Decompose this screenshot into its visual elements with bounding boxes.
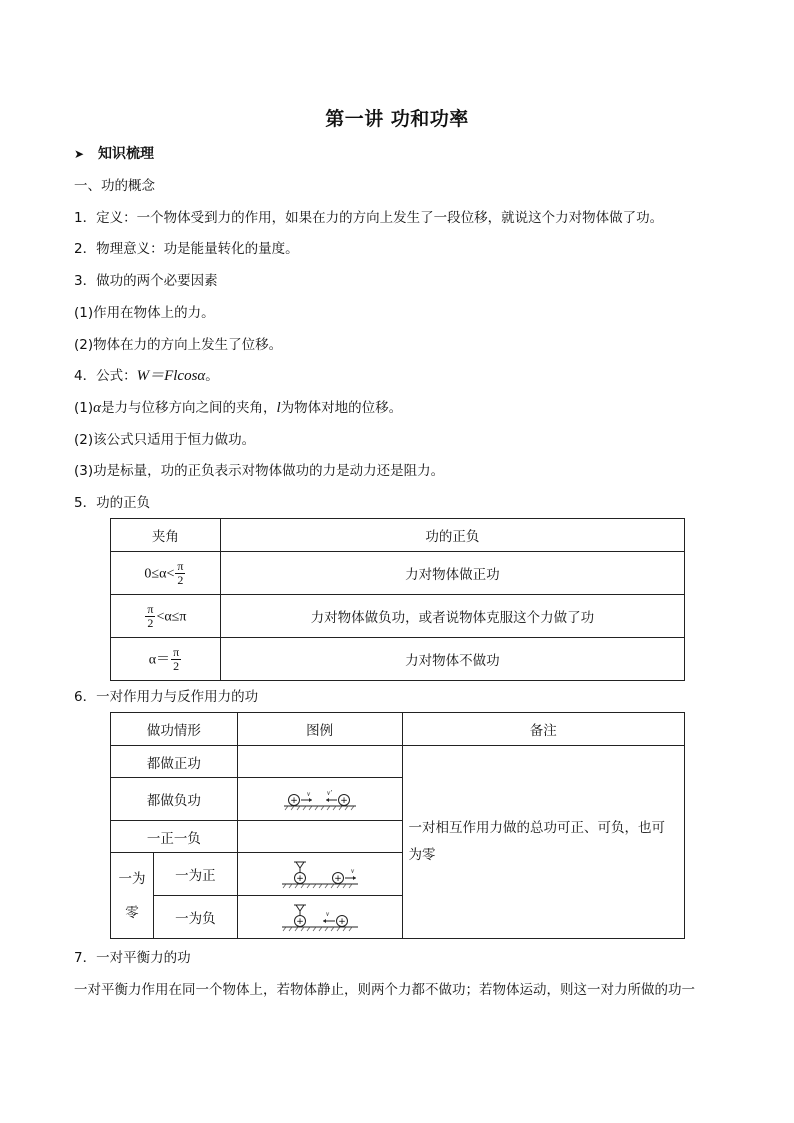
group-label-cell (111, 853, 154, 939)
charge-label: + (337, 917, 346, 927)
velocity-label: v (306, 790, 310, 798)
item-number: (1) (74, 400, 94, 416)
fraction-numerator: π (177, 558, 184, 573)
angle-condition-cell (111, 595, 221, 638)
fraction-denominator: 2 (173, 658, 180, 673)
angle-condition-cell (111, 552, 221, 595)
text-line: 一、功的概念 (74, 178, 155, 194)
section-heading (74, 145, 154, 163)
pi-over-2-fraction (171, 646, 181, 673)
work-sign-table (110, 518, 685, 681)
text-fragment: 为物体对地的位移。 (280, 400, 403, 416)
charge-label: + (295, 917, 304, 927)
text-line (74, 399, 402, 417)
fraction-numerator: π (173, 644, 180, 659)
text-fragment: 是力与位移方向之间的夹角， (101, 400, 277, 416)
one-zero-positive-diagram (278, 859, 362, 889)
charge-label: + (295, 874, 304, 884)
text-line: 7．一对平衡力的功 (74, 950, 191, 966)
result-cell: 力对物体做负功，或者说物体克服这个力做了功 (220, 595, 684, 638)
pi-over-2-fraction (145, 603, 155, 630)
text-line: 5．功的正负 (74, 495, 151, 511)
table-row (111, 746, 685, 778)
figure-cell (237, 821, 402, 853)
table-header-cell: 功的正负 (220, 519, 684, 552)
table-header-cell: 图例 (237, 713, 402, 746)
condition-text: α＝ (148, 652, 171, 667)
both-negative-diagram (280, 787, 360, 811)
charge-label: + (339, 796, 348, 806)
formula-line (74, 367, 219, 385)
one-zero-negative-diagram (278, 902, 362, 932)
text-line: (2)该公式只适用于恒力做功。 (74, 432, 256, 448)
charge-label: + (333, 874, 342, 884)
result-cell: 力对物体做正功 (220, 552, 684, 595)
l-symbol: l (276, 400, 281, 416)
group-label-line: 零 (125, 904, 139, 921)
text-line: 6．一对作用力与反作用力的功 (74, 689, 259, 705)
formula-prefix: 4．公式： (74, 368, 137, 384)
section-heading-text: 知识梳理 (98, 146, 154, 162)
figure-cell (237, 778, 402, 821)
pi-over-2-fraction (175, 560, 185, 587)
arrow-bullet-icon: ➤ (74, 147, 85, 161)
table-row (111, 638, 685, 681)
formula-suffix: 。 (205, 368, 219, 384)
table-header-cell: 夹角 (111, 519, 221, 552)
fraction-denominator: 2 (147, 615, 154, 630)
action-reaction-table (110, 712, 685, 939)
fraction-numerator: π (147, 601, 154, 616)
condition-text: 0≤α< (144, 566, 175, 581)
velocity-label: v (325, 910, 329, 918)
velocity-label: v (350, 867, 354, 875)
figure-cell (237, 896, 402, 939)
text-line: (3)功是标量，功的正负表示对物体做功的力是动力还是阻力。 (74, 463, 445, 479)
text-line: (1)作用在物体上的力。 (74, 305, 215, 321)
table-row (111, 552, 685, 595)
table-header-cell: 做功情形 (111, 713, 238, 746)
text-line: 1．定义：一个物体受到力的作用，如果在力的方向上发生了一段位移，就说这个力对物体做了功。 (74, 210, 664, 226)
text-line: 2．物理意义：功是能量转化的量度。 (74, 241, 299, 257)
figure-cell (237, 853, 402, 896)
figure-cell (237, 746, 402, 778)
angle-condition-cell (111, 638, 221, 681)
work-formula: W＝Flcosα (136, 368, 206, 384)
case-cell: 一为负 (153, 896, 237, 939)
remark-cell: 一对相互作用力做的总功可正、可负，也可为零 (402, 746, 684, 939)
text-line: 一对平衡力作用在同一个物体上，若物体静止，则两个力都不做功；若物体运动，则这一对力所做的功一 (74, 982, 695, 998)
fraction-denominator: 2 (177, 572, 184, 587)
text-line: 3．做功的两个必要因素 (74, 273, 218, 289)
alpha-symbol: α (93, 400, 101, 416)
table-header-row (111, 713, 685, 746)
case-cell: 一正一负 (111, 821, 238, 853)
group-label-line: 一为 (118, 870, 146, 887)
condition-text: <α≤π (156, 609, 187, 624)
charge-label: + (289, 796, 298, 806)
velocity-label: v′ (326, 789, 332, 797)
table-header-row (111, 519, 685, 552)
result-cell: 力对物体不做功 (220, 638, 684, 681)
table-row (111, 595, 685, 638)
text-line: (2)物体在力的方向上发生了位移。 (74, 337, 283, 353)
case-cell: 一为正 (153, 853, 237, 896)
page-title: 第一讲 功和功率 (325, 108, 469, 130)
table-header-cell: 备注 (402, 713, 684, 746)
case-cell: 都做负功 (111, 778, 238, 821)
case-cell: 都做正功 (111, 746, 238, 778)
